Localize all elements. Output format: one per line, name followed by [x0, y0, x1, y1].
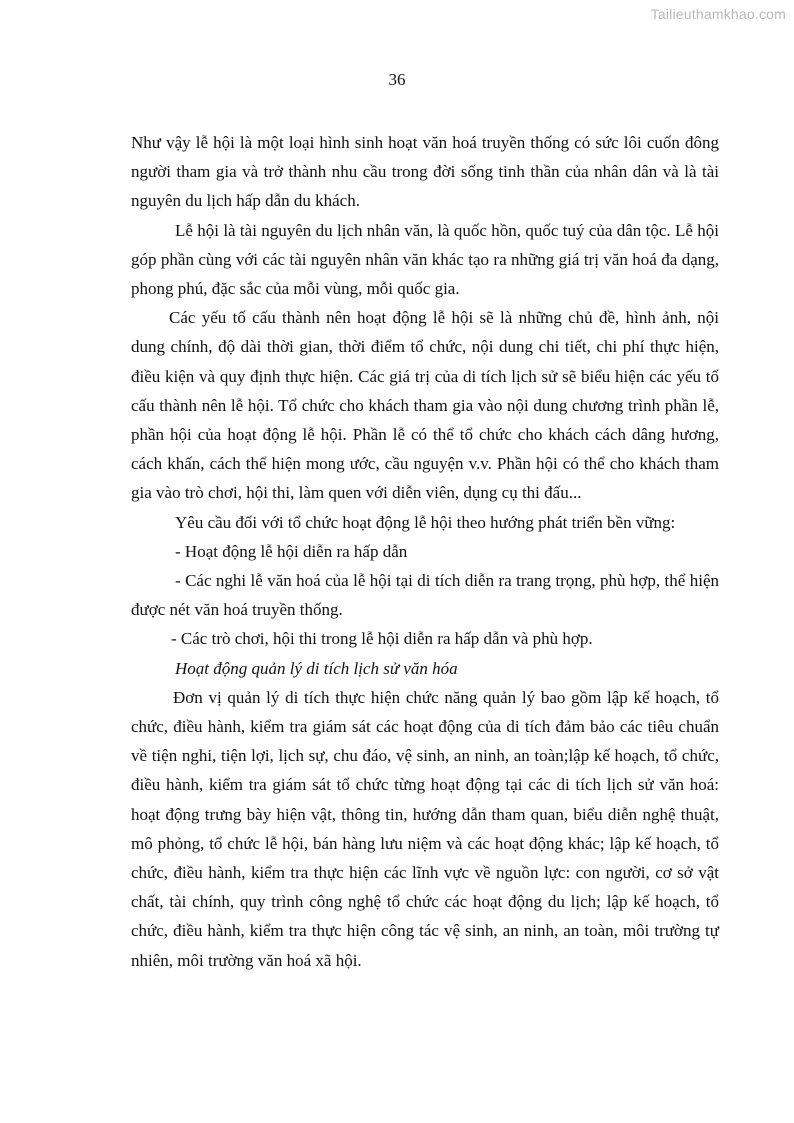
list-item-requirement-2: - Các nghi lễ văn hoá của lễ hội tại di tích diễn ra trang trọng, phù hợp, thể hiện được nét văn hoá truyền thống.	[131, 571, 719, 620]
page-number: 36	[388, 70, 406, 89]
paragraph-festival-resource: Lễ hội là tài nguyên du lịch nhân văn, là quốc hồn, quốc tuý của dân tộc. Lễ hội góp phần cùng với các tài nguyên nhân văn khác tạo ra những giá trị văn hoá đa dạng, phong phú, đặc sắc của mỗi vùng, mỗi quốc gia.	[131, 220, 719, 299]
list-item-requirement-3: - Các trò chơi, hội thi trong lễ hội diễn ra hấp dẫn và phù hợp.	[171, 629, 593, 649]
section-heading: Hoạt động quản lý di tích lịch sử văn hóa	[175, 658, 458, 678]
paragraph-management: Đơn vị quản lý di tích thực hiện chức năng quản lý bao gồm lập kế hoạch, tổ chức, điều hành, kiểm tra giám sát các hoạt động của di tích đảm bảo các tiêu chuẩn về tiện nghi, tiện lợi, lịch sự, chu đáo, vệ sinh, an ninh, an toàn;lập kế hoạch, tổ chức, điều hành, kiểm tra giám sát tổ chức từng hoạt động tại các di tích lịch sử văn hoá: hoạt động trưng bày hiện vật, thông tin, hướng dẫn tham quan, biểu diễn nghệ thuật, mô phỏng, tổ chức lễ hội, bán hàng lưu niệm và các hoạt động khác; lập kế hoạch, tổ chức, điều hành, kiểm tra thực hiện các lĩnh vực về nguồn lực: con người, cơ sở vật chất, tài chính, quy trình công nghệ tổ chức các hoạt động du lịch; lập kế hoạch, tổ chức, điều hành, kiểm tra thực hiện công tác vệ sinh, an ninh, an toàn, môi trường tự nhiên, môi trường văn hoá xã hội.	[131, 687, 719, 970]
watermark-text: Tailieuthamkhao.com	[650, 6, 786, 22]
document-body	[131, 128, 719, 975]
list-item-requirement-1: - Hoạt động lễ hội diễn ra hấp dẫn	[175, 541, 408, 561]
paragraph-requirements-intro: Yêu cầu đối với tổ chức hoạt động lễ hội theo hướng phát triển bền vững:	[175, 512, 676, 532]
paragraph-summary: Như vậy lễ hội là một loại hình sinh hoạt văn hoá truyền thống có sức lôi cuốn đông người tham gia và trở thành nhu cầu trong đời sống tinh thần của nhân dân và là tài nguyên du lịch hấp dẫn du khách.	[131, 133, 719, 211]
paragraph-festival-elements: Các yếu tố cấu thành nên hoạt động lễ hội sẽ là những chủ đề, hình ảnh, nội dung chính, độ dài thời gian, thời điểm tổ chức, nội dung chi tiết, chi phí thực hiện, điều kiện và quy định thực hiện. Các giá trị của di tích lịch sử sẽ biểu hiện các yếu tố cấu thành nên lễ hội. Tổ chức cho khách tham gia vào nội dung chương trình phần lễ, phần hội của hoạt động lễ hội. Phần lễ có thể tổ chức cho khách cách dâng hương, cách khấn, cách thể hiện mong ước, cầu nguyện v.v. Phần hội có thể cho khách tham gia vào trò chơi, hội thi, làm quen với diễn viên, dụng cụ thi đấu...	[131, 308, 719, 503]
